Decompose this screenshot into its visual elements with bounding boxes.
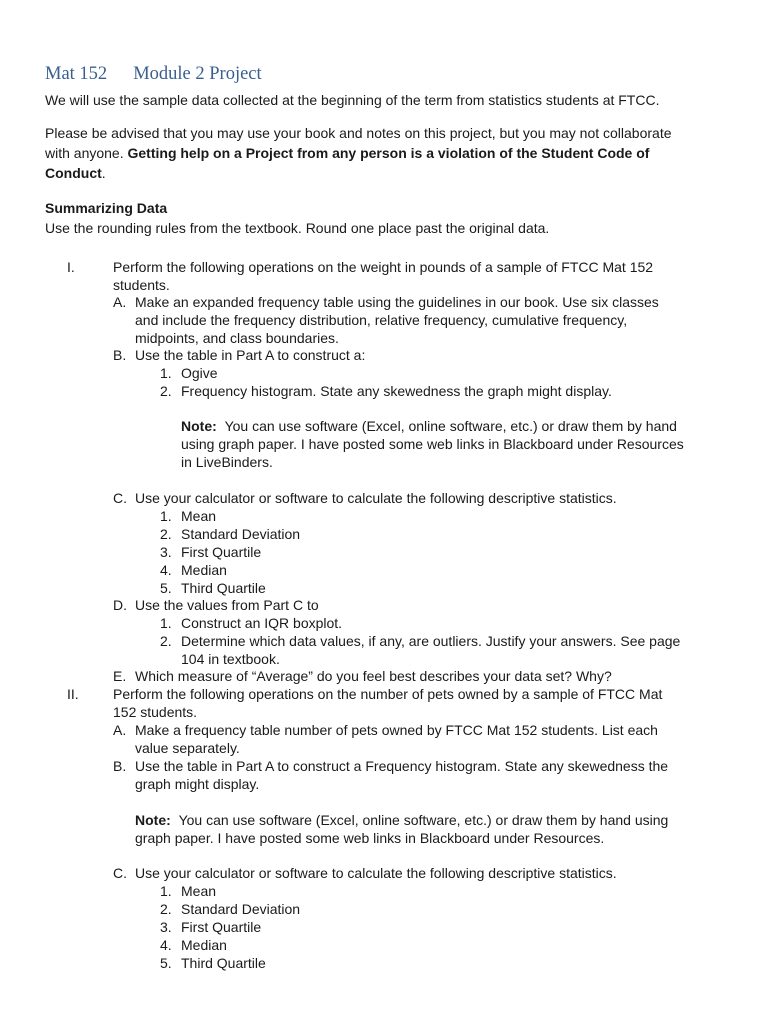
advisory-period: . bbox=[101, 165, 106, 181]
part-2-b-line: Use the table in Part A to construct a Frequency histogram. State any skewedness the bbox=[135, 758, 669, 774]
note-text: You can use software (Excel, online software, etc.) or draw them by hand bbox=[224, 418, 677, 434]
list-number: 5. bbox=[160, 955, 172, 971]
list-item: Ogive bbox=[181, 365, 218, 381]
advisory-line-3 bbox=[45, 163, 735, 183]
note-line: graph paper. I have posted some web links in Blackboard under Resources. bbox=[135, 830, 605, 846]
part-2-b-marker: B. bbox=[113, 758, 127, 774]
list-item: First Quartile bbox=[181, 544, 262, 560]
advisory-bold: Getting help on a Project from any person is a violation of the Student Code of bbox=[127, 145, 650, 161]
note-label: Note: bbox=[135, 812, 171, 828]
list-item: Construct an IQR boxplot. bbox=[181, 615, 343, 631]
list-item: Frequency histogram. State any skewedness the graph might display. bbox=[181, 383, 612, 399]
list-number: 1. bbox=[160, 883, 172, 899]
note-line bbox=[181, 417, 677, 435]
list-item: Median bbox=[181, 562, 227, 578]
note-line bbox=[135, 811, 668, 829]
part-2-b-line: graph might display. bbox=[135, 776, 260, 792]
part-2-numeral: II. bbox=[67, 686, 79, 702]
list-item: Third Quartile bbox=[181, 955, 266, 971]
part-1-b-marker: B. bbox=[113, 347, 127, 363]
advisory-bold-end: Conduct bbox=[45, 165, 102, 181]
list-item-continued: 104 in textbook. bbox=[181, 651, 280, 667]
note-label: Note: bbox=[181, 418, 217, 434]
part-1-e-line: Which measure of “Average” do you feel best describes your data set? Why? bbox=[135, 668, 612, 684]
part-1-a-line: midpoints, and class boundaries. bbox=[135, 330, 339, 346]
advisory-paragraph bbox=[45, 123, 735, 183]
part-2-a-line: value separately. bbox=[135, 740, 240, 756]
list-number: 4. bbox=[160, 562, 172, 578]
list-number: 3. bbox=[160, 544, 172, 560]
part-1-c-marker: C. bbox=[113, 490, 127, 506]
note-line: using graph paper. I have posted some web links in Blackboard under Resources bbox=[181, 436, 684, 452]
list-number: 2. bbox=[160, 526, 172, 542]
section-heading: Summarizing Data bbox=[45, 200, 168, 216]
list-number: 2. bbox=[160, 383, 172, 399]
list-number: 2. bbox=[160, 633, 172, 649]
part-2-a-marker: A. bbox=[113, 722, 127, 738]
list-number: 2. bbox=[160, 901, 172, 917]
module-name: Module 2 Project bbox=[133, 64, 262, 84]
list-item: Mean bbox=[181, 508, 217, 524]
part-1-e-marker: E. bbox=[113, 668, 127, 684]
part-2-c-line: Use your calculator or software to calculate the following descriptive statistics. bbox=[135, 865, 617, 881]
list-number: 1. bbox=[160, 615, 172, 631]
part-2-line: Perform the following operations on the number of pets owned by a sample of FTCC Mat bbox=[113, 686, 663, 702]
page-title bbox=[45, 64, 262, 85]
list-item: Median bbox=[181, 937, 227, 953]
list-number: 1. bbox=[160, 365, 172, 381]
advisory-line-1: Please be advised that you may use your book and notes on this project, but you may not collaborate bbox=[45, 125, 672, 141]
list-item: Mean bbox=[181, 883, 217, 899]
list-number: 1. bbox=[160, 508, 172, 524]
part-2-line: 152 students. bbox=[113, 704, 198, 720]
part-1-a-line: Make an expanded frequency table using the guidelines in our book. Use six classes bbox=[135, 294, 659, 310]
list-number: 3. bbox=[160, 919, 172, 935]
course-name: Mat 152 bbox=[45, 64, 108, 84]
advisory-plain: with anyone. bbox=[45, 145, 128, 161]
list-item: First Quartile bbox=[181, 919, 262, 935]
list-number: 4. bbox=[160, 937, 172, 953]
part-1-line: students. bbox=[113, 277, 170, 293]
part-1-numeral: I. bbox=[67, 259, 75, 275]
part-1-b-line: Use the table in Part A to construct a: bbox=[135, 347, 366, 363]
part-2-a-line: Make a frequency table number of pets owned by FTCC Mat 152 students. List each bbox=[135, 722, 658, 738]
part-1-a-line: and include the frequency distribution, relative frequency, cumulative frequency, bbox=[135, 312, 628, 328]
list-item: Standard Deviation bbox=[181, 901, 301, 917]
part-1-d-line: Use the values from Part C to bbox=[135, 597, 319, 613]
intro-text: We will use the sample data collected at the beginning of the term from statistics students at FTCC. bbox=[45, 92, 660, 108]
advisory-line-2 bbox=[45, 143, 735, 163]
section-text: Use the rounding rules from the textbook. Round one place past the original data. bbox=[45, 220, 550, 236]
list-item: Determine which data values, if any, are outliers. Justify your answers. See page bbox=[181, 633, 681, 649]
list-number: 5. bbox=[160, 580, 172, 596]
note-line: in LiveBinders. bbox=[181, 454, 273, 470]
list-item: Third Quartile bbox=[181, 580, 266, 596]
part-1-a-marker: A. bbox=[113, 294, 127, 310]
note-text: You can use software (Excel, online software, etc.) or draw them by hand using bbox=[178, 812, 669, 828]
part-1-c-line: Use your calculator or software to calculate the following descriptive statistics. bbox=[135, 490, 617, 506]
part-1-line: Perform the following operations on the weight in pounds of a sample of FTCC Mat 152 bbox=[113, 259, 654, 275]
list-item: Standard Deviation bbox=[181, 526, 301, 542]
part-1-d-marker: D. bbox=[113, 597, 127, 613]
part-2-c-marker: C. bbox=[113, 865, 127, 881]
